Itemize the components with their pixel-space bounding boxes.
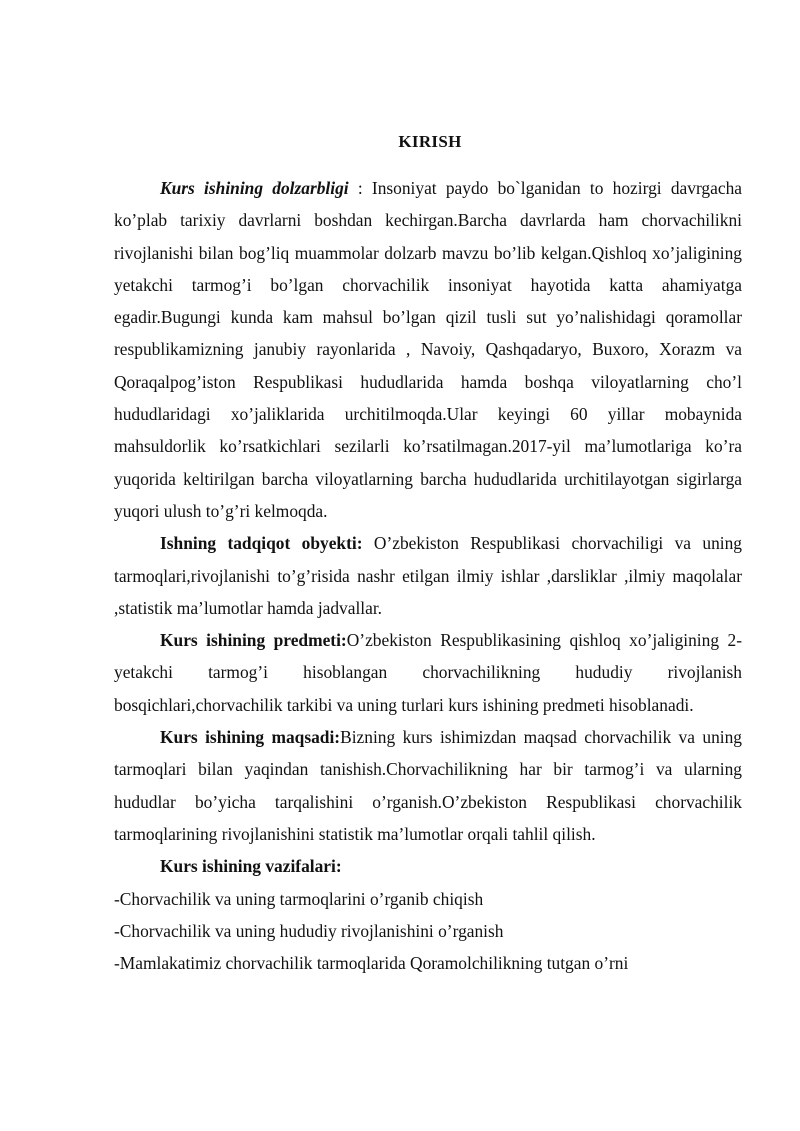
goal-label: Kurs ishining maqsadi: — [160, 727, 341, 748]
document-body — [114, 172, 742, 979]
goal-text: Bizning kurs ishimizdan maqsad chorvachilik va uning tarmoqlari bilan yaqindan tanishish.Chorvachilikning har bir tarmog’i va ularning hududlar bo’yicha tarqalishini o’rganish.O’zbekiston Respublikasi chorvachilik tarmoqlarining rivojlanishini statistik ma’lumotlar orqali tahlil qilish. — [114, 727, 742, 844]
paragraph-subject — [114, 624, 742, 721]
list-item: -Chorvachilik va uning tarmoqlarini o’rganib chiqish — [114, 888, 484, 909]
subject-label: Kurs ishining predmeti: — [160, 630, 347, 651]
relevance-label: Kurs ishining dolzarbligi — [160, 178, 349, 198]
paragraph-research-object — [114, 527, 742, 624]
relevance-text: Insoniyat paydo bo`lganidan to hozirgi davrgacha ko’plab tarixiy davrlarni boshdan kechirgan.Barcha davrlarda ham chorvachilikni rivojlanishi bilan bog’liq muammolar dolzarb mavzu bo’lib kelgan.Qishloq xo’jaligining yetakchi tarmog’i bo’lgan chorvachilik insoniyat hayotida katta ahamiyatga egadir.Bugungi kunda kam mahsul bo’lgan qizil tusli sut yo’nalishidagi qoramollar respublikamizning janubiy rayonlarida , Navoiy, Qashqadaryo, Buxoro, Xorazm va Qoraqalpog’iston Respublikasi hududlarida hamda boshqa viloyatlarning cho’l hududlaridagi xo’jaliklarida urchitilmoqda.Ular keyingi 60 yillar mobaynida mahsuldorlik ko’rsatkichlari sezilarli ko’rsatilmagan.2017-yil ma’lumotlariga ko’ra yuqorida keltirilgan barcha viloyatlarning barcha hududlarida urchitilayotgan sigirlarga yuqori ulush to’g’ri kelmoqda. — [114, 178, 742, 521]
page-title: KIRISH — [398, 132, 462, 151]
subject-text: O’zbekiston Respublikasining qishloq xo’jaligining 2-yetakchi tarmog’i hisoblangan chorvachilikning hududiy rivojlanish bosqichlari,chorvachilik tarkibi va uning turlari kurs ishining predmeti hisoblanadi. — [114, 630, 742, 715]
list-item: -Mamlakatimiz chorvachilik tarmoqlarida Qoramolchilikning tutgan o’rni — [114, 953, 629, 974]
paragraph-goal — [114, 721, 742, 850]
list-item: -Chorvachilik va uning hududiy rivojlanishini o’rganish — [114, 920, 504, 941]
research-object-label: Ishning tadqiqot obyekti: — [160, 533, 363, 554]
tasks-heading: Kurs ishining vazifalari: — [160, 856, 342, 877]
relevance-separator: : — [348, 178, 372, 198]
paragraph-relevance — [114, 172, 742, 527]
research-object-text: O’zbekiston Respublikasi chorvachiligi va uning tarmoqlari,rivojlanishi to’g’risida nashr etilgan ilmiy ishlar ,darsliklar ,ilmiy maqolalar ,statistik ma’lumotlar hamda jadvallar. — [114, 533, 742, 618]
